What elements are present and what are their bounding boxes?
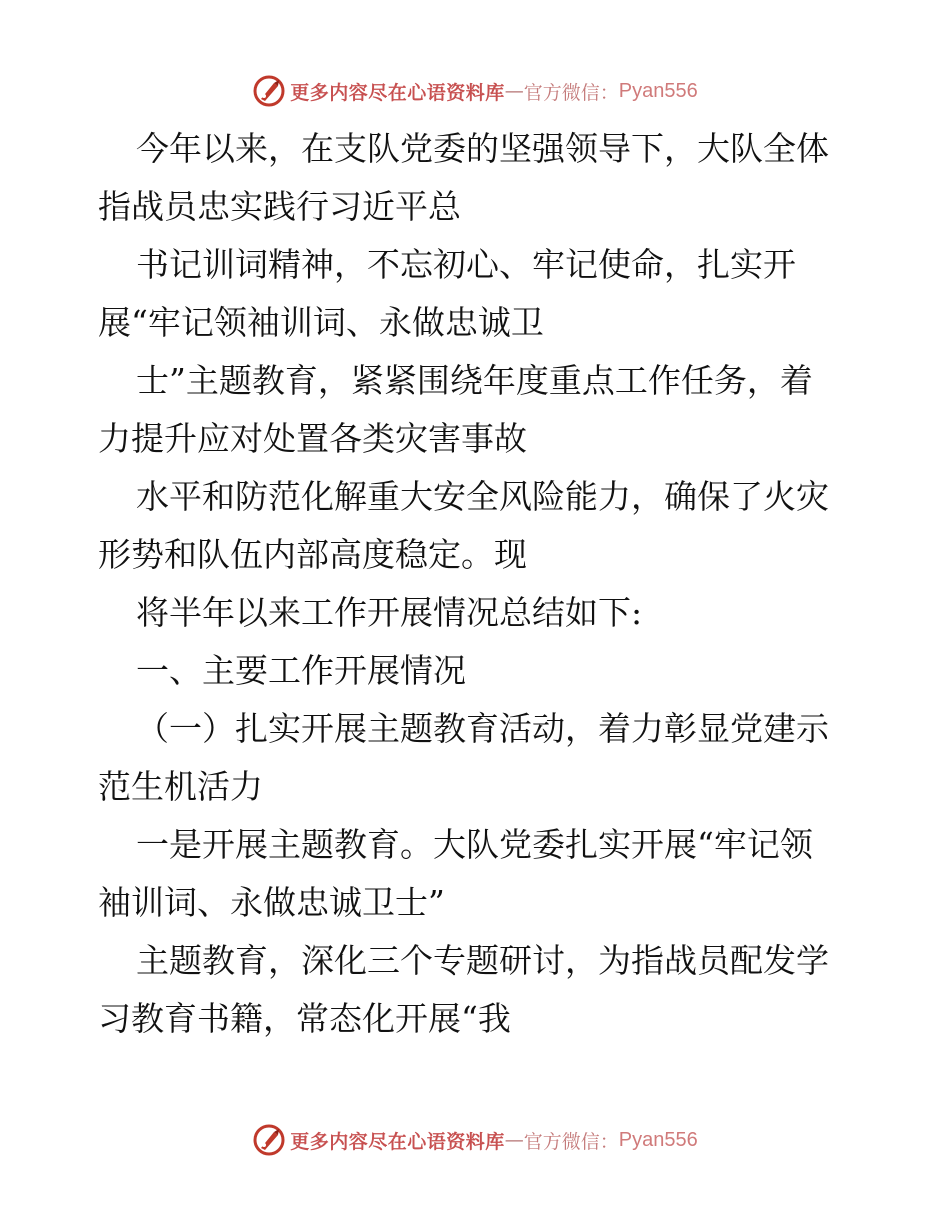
watermark-wechat-id: Pyan556	[618, 1128, 698, 1151]
subsection-heading-cont: 范生机活力	[98, 767, 263, 806]
body-line: 今年以来，在支队党委的坚强领导下，大队全体	[136, 129, 829, 168]
watermark-library-text: 更多内容尽在心语资料库	[290, 1130, 505, 1153]
body-line: 指战员忠实践行习近平总	[98, 187, 461, 226]
watermark-banner-top	[0, 71, 950, 111]
body-line: 一是开展主题教育。大队党委扎实开展“牢记领	[136, 825, 813, 864]
red-quill-logo-icon	[252, 74, 286, 108]
watermark-wechat-label: 官方微信：	[523, 81, 619, 104]
watermark-library-text: 更多内容尽在心语资料库	[290, 81, 505, 104]
body-line: 书记训词精神，不忘初心、牢记使命，扎实开	[136, 245, 796, 284]
watermark-dash: —	[504, 1129, 524, 1151]
subsection-heading: （一）扎实开展主题教育活动，着力彰显党建示	[136, 709, 829, 748]
watermark-wechat-label: 官方微信：	[523, 1130, 619, 1153]
body-line: 力提升应对处置各类灾害事故	[98, 419, 527, 458]
red-quill-logo-icon	[252, 1123, 286, 1157]
watermark-wechat-id: Pyan556	[618, 79, 698, 102]
body-line: 水平和防范化解重大安全风险能力，确保了火灾	[136, 477, 829, 516]
document-body	[98, 120, 858, 1048]
watermark-dash: —	[504, 80, 524, 102]
body-line: 习教育书籍，常态化开展“我	[98, 999, 511, 1038]
body-line: 士”主题教育，紧紧围绕年度重点工作任务，着	[136, 361, 813, 400]
body-line: 形势和队伍内部高度稳定。现	[98, 535, 527, 574]
watermark-banner-bottom	[0, 1120, 950, 1160]
body-line: 展“牢记领袖训词、永做忠诚卫	[98, 303, 544, 342]
body-line: 主题教育，深化三个专题研讨，为指战员配发学	[136, 941, 829, 980]
section-heading: 一、主要工作开展情况	[136, 651, 466, 690]
body-line: 袖训词、永做忠诚卫士”	[98, 883, 445, 922]
body-line: 将半年以来工作开展情况总结如下:	[136, 593, 643, 632]
